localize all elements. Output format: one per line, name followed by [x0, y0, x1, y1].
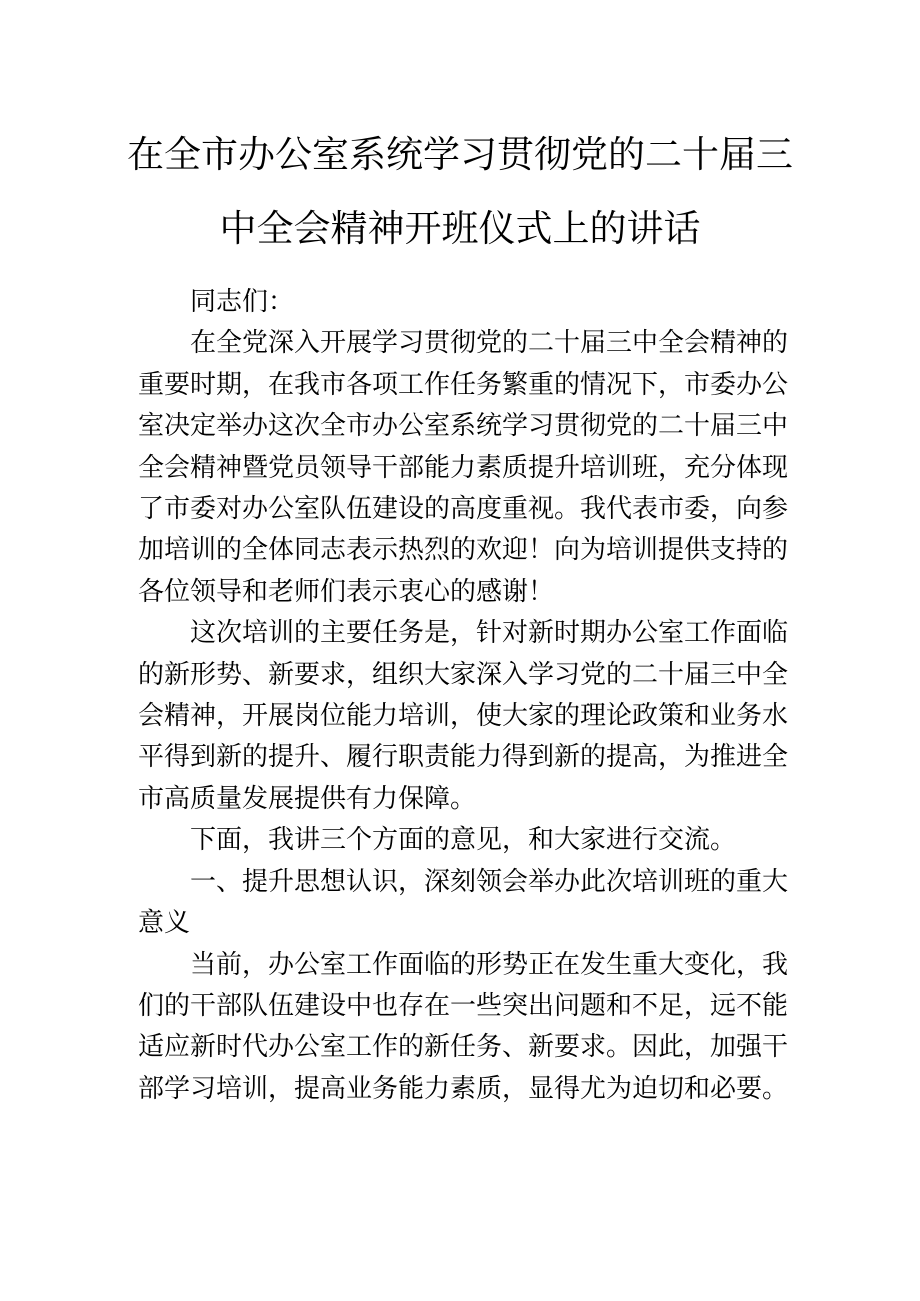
salutation: 同志们：	[190, 287, 295, 317]
document-body	[138, 282, 788, 1110]
paragraph-current-situation: 当前，办公室工作面临的形势正在发生重大变化，我们的干部队伍建设中也存在一些突出问题和不足，远不能适应新时代办公室工作的新任务、新要求。因此，加强干部学习培训，提高业务能力素质，显得尤为迫切和必要。	[138, 949, 789, 1104]
section-heading-1: 一、提升思想认识，深刻领会举办此次培训班的重大意义	[138, 866, 789, 939]
title-line-1: 在全市办公室系统学习贯彻党的二十届三	[127, 133, 793, 176]
paragraph-outline: 下面，我讲三个方面的意见，和大家进行交流。	[190, 825, 737, 856]
title-line-2: 中全会精神开班仪式上的讲话	[219, 207, 701, 250]
paragraph-task: 这次培训的主要任务是，针对新时期办公室工作面临的新形势、新要求，组织大家深入学习党的二十届三中全会精神，开展岗位能力培训，使大家的理论政策和业务水平得到新的提升、履行职责能力得到新的提高，为推进全市高质量发展提供有力保障。	[138, 618, 789, 814]
paragraph-intro: 在全党深入开展学习贯彻党的二十届三中全会精神的重要时期，在我市各项工作任务繁重的情况下，市委办公室决定举办这次全市办公室系统学习贯彻党的二十届三中全会精神暨党员领导干部能力素质提升培训班，充分体现了市委对办公室队伍建设的高度重视。我代表市委，向参加培训的全体同志表示热烈的欢迎！向为培训提供支持的各位领导和老师们表示衷心的感谢！	[138, 328, 789, 607]
document-title	[100, 118, 820, 266]
